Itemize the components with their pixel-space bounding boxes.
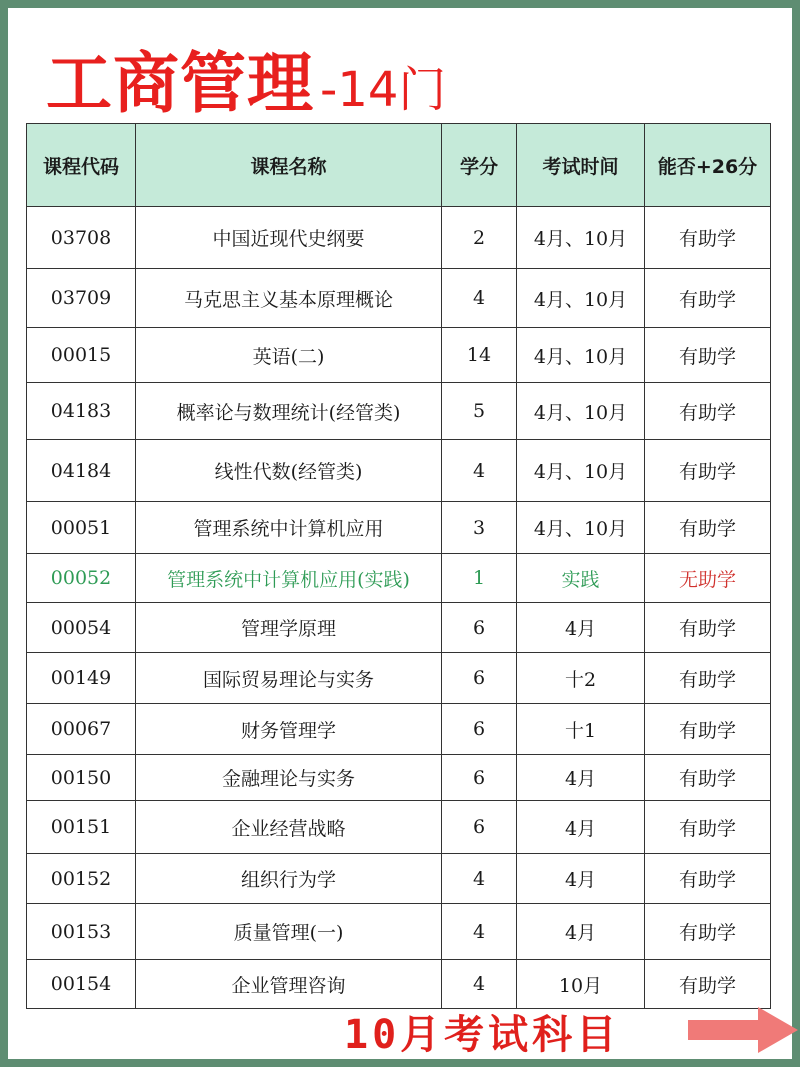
course-code: 00149 [27, 653, 136, 704]
exam-time: 4月、10月 [517, 207, 645, 269]
aid-status: 有助学 [645, 704, 771, 755]
exam-time: 4月、10月 [517, 502, 645, 554]
exam-time: 10月 [517, 960, 645, 1009]
course-code: 00151 [27, 801, 136, 854]
table-row [27, 603, 771, 653]
table-row [27, 755, 771, 801]
course-code: 00067 [27, 704, 136, 755]
table-row [27, 904, 771, 960]
course-name: 马克思主义基本原理概论 [136, 269, 442, 328]
exam-time: 4月、10月 [517, 383, 645, 440]
aid-status: 无助学 [645, 554, 771, 603]
course-name: 线性代数(经管类) [136, 440, 442, 502]
course-credit: 6 [442, 704, 517, 755]
course-name: 企业经营战略 [136, 801, 442, 854]
aid-status: 有助学 [645, 502, 771, 554]
course-credit: 4 [442, 269, 517, 328]
course-credit: 5 [442, 383, 517, 440]
course-name: 中国近现代史纲要 [136, 207, 442, 269]
course-code: 04183 [27, 383, 136, 440]
exam-time: 4月 [517, 801, 645, 854]
exam-time: 4月 [517, 904, 645, 960]
course-name: 英语(二) [136, 328, 442, 383]
course-code: 00052 [27, 554, 136, 603]
table-row [27, 328, 771, 383]
table-row [27, 383, 771, 440]
course-code: 03709 [27, 269, 136, 328]
exam-time: 4月、10月 [517, 440, 645, 502]
course-credit: 6 [442, 801, 517, 854]
course-name: 组织行为学 [136, 854, 442, 904]
aid-status: 有助学 [645, 904, 771, 960]
aid-status: 有助学 [645, 207, 771, 269]
course-credit: 1 [442, 554, 517, 603]
course-code: 00051 [27, 502, 136, 554]
table-row [27, 502, 771, 554]
table-row [27, 554, 771, 603]
right-arrow-icon [684, 1004, 800, 1056]
course-credit: 4 [442, 854, 517, 904]
table-row [27, 440, 771, 502]
course-credit: 6 [442, 603, 517, 653]
course-credit: 3 [442, 502, 517, 554]
aid-status: 有助学 [645, 755, 771, 801]
course-name: 管理学原理 [136, 603, 442, 653]
course-credit: 6 [442, 653, 517, 704]
header-time: 考试时间 [517, 124, 645, 207]
page-title [46, 30, 446, 120]
course-code: 00015 [27, 328, 136, 383]
header-code: 课程代码 [27, 124, 136, 207]
course-credit: 4 [442, 960, 517, 1009]
course-code: 00152 [27, 854, 136, 904]
aid-status: 有助学 [645, 269, 771, 328]
header-name: 课程名称 [136, 124, 442, 207]
course-name: 质量管理(一) [136, 904, 442, 960]
header-aid: 能否+26分 [645, 124, 771, 207]
aid-status: 有助学 [645, 653, 771, 704]
course-credit: 4 [442, 904, 517, 960]
course-code: 03708 [27, 207, 136, 269]
title-main: 工商管理 [46, 45, 314, 122]
course-name: 国际贸易理论与实务 [136, 653, 442, 704]
exam-time: 4月、10月 [517, 269, 645, 328]
course-name: 管理系统中计算机应用(实践) [136, 554, 442, 603]
course-credit: 2 [442, 207, 517, 269]
table-row [27, 653, 771, 704]
table-row [27, 207, 771, 269]
title-suffix: -14门 [320, 62, 447, 118]
course-credit: 14 [442, 328, 517, 383]
table-row [27, 854, 771, 904]
course-credit: 4 [442, 440, 517, 502]
exam-time: 4月、10月 [517, 328, 645, 383]
aid-status: 有助学 [645, 328, 771, 383]
course-credit: 6 [442, 755, 517, 801]
exam-time: 十1 [517, 704, 645, 755]
exam-time: 4月 [517, 755, 645, 801]
aid-status: 有助学 [645, 603, 771, 653]
course-name: 管理系统中计算机应用 [136, 502, 442, 554]
table-row [27, 801, 771, 854]
course-code: 00153 [27, 904, 136, 960]
header-credit: 学分 [442, 124, 517, 207]
course-name: 企业管理咨询 [136, 960, 442, 1009]
aid-status: 有助学 [645, 801, 771, 854]
aid-status: 有助学 [645, 383, 771, 440]
course-code: 00150 [27, 755, 136, 801]
exam-time: 实践 [517, 554, 645, 603]
aid-status: 有助学 [645, 854, 771, 904]
table-row [27, 704, 771, 755]
table-header-row [27, 124, 771, 207]
course-code: 00054 [27, 603, 136, 653]
course-name: 财务管理学 [136, 704, 442, 755]
course-name: 概率论与数理统计(经管类) [136, 383, 442, 440]
course-name: 金融理论与实务 [136, 755, 442, 801]
table-row [27, 269, 771, 328]
exam-time: 十2 [517, 653, 645, 704]
course-table [26, 123, 771, 1009]
poster-card [8, 8, 792, 1059]
exam-time: 4月 [517, 603, 645, 653]
aid-status: 有助学 [645, 440, 771, 502]
footer-caption: 10月考试科目 [344, 1012, 621, 1058]
course-code: 00154 [27, 960, 136, 1009]
aid-status: 有助学 [645, 960, 771, 1009]
table-row [27, 960, 771, 1009]
course-code: 04184 [27, 440, 136, 502]
exam-time: 4月 [517, 854, 645, 904]
